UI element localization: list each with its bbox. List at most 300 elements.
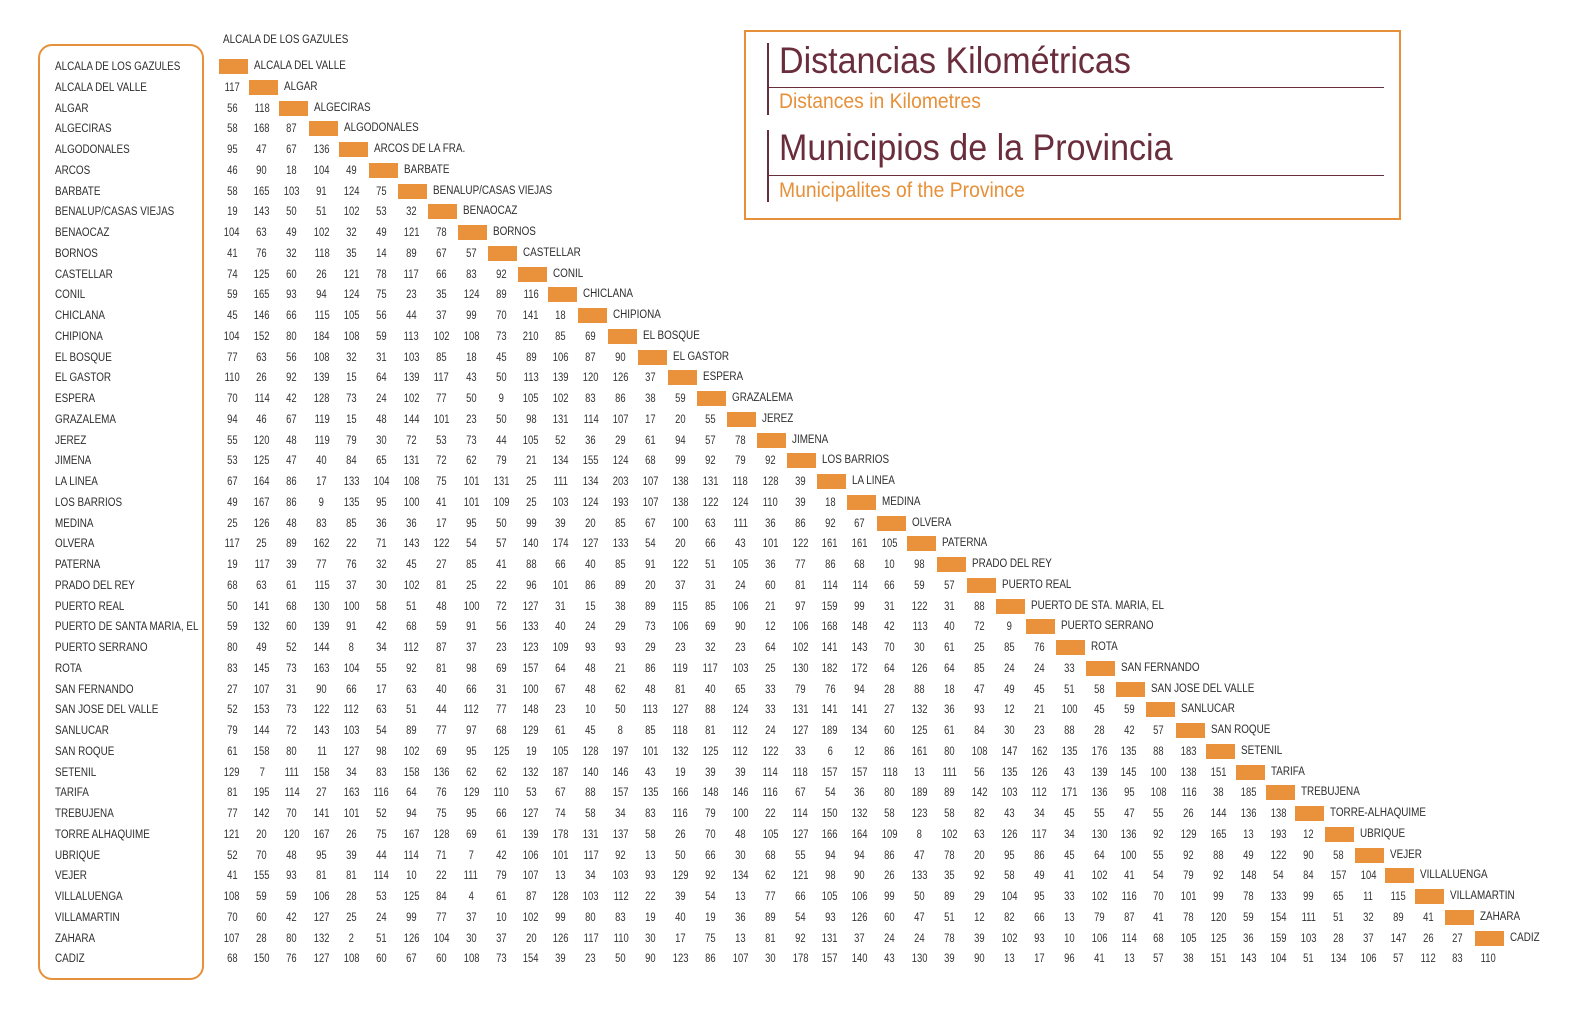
- distance-cell: 81: [346, 870, 357, 883]
- distance-cell: 100: [1121, 849, 1137, 862]
- distance-cell: 111: [553, 476, 569, 488]
- distance-cell: 118: [882, 766, 898, 779]
- distance-cell: 102: [792, 642, 808, 654]
- distance-cell: 89: [525, 351, 537, 364]
- distance-cell: 63: [256, 579, 268, 592]
- town-label: ROTA: [55, 662, 82, 675]
- distance-cell: 39: [944, 953, 955, 966]
- distance-cell: 48: [735, 828, 746, 841]
- distance-cell: 45: [406, 559, 417, 571]
- distance-cell: 85: [705, 600, 716, 613]
- distance-cell: 74: [555, 808, 567, 820]
- distance-cell: 23: [555, 704, 567, 717]
- distance-cell: 133: [523, 621, 539, 634]
- distance-cell: 89: [764, 911, 776, 924]
- distance-cell: 124: [612, 455, 629, 468]
- distance-cell: 118: [732, 476, 748, 488]
- diagonal-marker: [608, 329, 637, 344]
- distance-cell: 85: [436, 351, 447, 364]
- distance-cell: 68: [764, 849, 776, 862]
- distance-cell: 59: [1243, 911, 1254, 924]
- distance-cell: 85: [1004, 642, 1015, 654]
- diagonal-label: CONIL: [553, 267, 584, 280]
- distance-cell: 21: [1034, 704, 1045, 717]
- distance-cell: 103: [553, 496, 569, 509]
- distance-cell: 154: [523, 953, 539, 966]
- distance-cell: 115: [314, 579, 330, 592]
- distance-cell: 124: [732, 496, 749, 509]
- distance-cell: 135: [1061, 745, 1078, 758]
- distance-cell: 75: [376, 185, 387, 198]
- diagonal-label: CHICLANA: [582, 288, 633, 301]
- distance-cell: 77: [436, 725, 447, 737]
- distance-cell: 17: [436, 517, 447, 530]
- distance-cell: 124: [732, 704, 749, 717]
- distance-cell: 127: [582, 538, 599, 551]
- distance-cell: 165: [254, 289, 270, 302]
- distance-cell: 139: [523, 828, 539, 841]
- distance-cell: 37: [346, 579, 357, 592]
- distance-cell: 23: [406, 289, 417, 302]
- diagonal-label: VEJER: [1390, 848, 1423, 861]
- distance-cell: 83: [1452, 953, 1464, 966]
- diagonal-label: VILLAMARTIN: [1450, 890, 1515, 902]
- distance-cell: 120: [1210, 911, 1227, 924]
- distance-cell: 57: [495, 538, 507, 551]
- distance-cell: 13: [1123, 953, 1135, 966]
- distance-cell: 106: [792, 621, 808, 634]
- distance-cell: 144: [313, 642, 330, 654]
- distance-cell: 77: [436, 911, 447, 924]
- distance-cell: 26: [256, 372, 268, 385]
- distance-cell: 42: [884, 621, 896, 634]
- diagonal-marker: [1236, 765, 1265, 780]
- distance-cell: 127: [313, 953, 330, 966]
- distance-cell: 108: [343, 953, 360, 966]
- distance-cell: 65: [735, 683, 746, 696]
- distance-cell: 24: [914, 932, 925, 945]
- distance-cell: 106: [672, 621, 689, 634]
- distance-cell: 127: [523, 808, 539, 820]
- distance-cell: 32: [346, 351, 357, 364]
- distance-cell: 56: [226, 102, 238, 115]
- distance-cell: 167: [313, 828, 330, 841]
- distance-cell: 88: [1153, 745, 1165, 758]
- distance-cell: 60: [764, 579, 776, 592]
- distance-cell: 45: [1063, 849, 1075, 862]
- distance-cell: 93: [286, 289, 298, 302]
- distance-cell: 92: [1183, 849, 1195, 862]
- distance-cell: 92: [974, 870, 985, 883]
- distance-cell: 69: [495, 662, 507, 675]
- diagonal-label: SANLUCAR: [1180, 703, 1235, 716]
- distance-cell: 41: [1153, 911, 1165, 924]
- distance-cell: 95: [465, 808, 477, 820]
- distance-cell: 140: [582, 766, 599, 779]
- distance-cell: 80: [286, 330, 298, 343]
- diagonal-label: PUERTO SERRANO: [1061, 620, 1154, 633]
- distance-cell: 86: [884, 849, 896, 862]
- distance-cell: 131: [553, 413, 569, 426]
- distance-cell: 94: [824, 849, 836, 862]
- distance-cell: 210: [523, 330, 539, 343]
- distance-cell: 92: [764, 455, 776, 468]
- distance-cell: 92: [286, 372, 298, 385]
- distance-cell: 110: [493, 787, 509, 800]
- distance-cell: 131: [702, 476, 719, 488]
- distance-cell: 95: [1034, 891, 1045, 903]
- distance-cell: 116: [672, 808, 689, 820]
- distance-cell: 93: [824, 911, 836, 924]
- distance-cell: 101: [463, 496, 480, 509]
- distance-cell: 83: [615, 911, 626, 924]
- diagonal-marker: [996, 599, 1025, 614]
- distance-cell: 127: [523, 600, 539, 613]
- distance-cell: 89: [1392, 911, 1404, 924]
- distance-cell: 91: [465, 621, 477, 634]
- distance-cell: 172: [852, 662, 868, 675]
- distance-cell: 15: [346, 413, 357, 426]
- distance-cell: 80: [286, 745, 298, 758]
- distance-cell: 41: [226, 870, 238, 883]
- distance-cell: 42: [286, 911, 298, 924]
- town-label: ALCALA DE LOS GAZULES: [55, 61, 181, 73]
- distance-cell: 90: [1303, 849, 1314, 862]
- diagonal-label: BORNOS: [493, 226, 537, 238]
- distance-cell: 94: [226, 413, 238, 426]
- distance-cell: 31: [495, 683, 507, 696]
- diagonal-label: OLVERA: [911, 516, 952, 529]
- distance-cell: 36: [854, 787, 866, 800]
- distance-cell: 99: [465, 310, 477, 322]
- distance-cell: 101: [642, 745, 659, 758]
- distance-cell: 132: [672, 745, 689, 758]
- distance-cell: 193: [612, 496, 629, 509]
- distance-cell: 141: [852, 704, 868, 717]
- distance-cell: 127: [672, 704, 689, 717]
- distance-cell: 101: [762, 538, 779, 551]
- distance-cell: 105: [343, 310, 360, 322]
- distance-cell: 113: [912, 621, 928, 634]
- diagonal-marker: [548, 287, 577, 302]
- diagonal-marker: [1086, 661, 1115, 676]
- distance-cell: 67: [645, 517, 656, 530]
- distance-cell: 40: [944, 621, 955, 634]
- distance-cell: 13: [735, 891, 746, 903]
- distance-cell: 116: [1121, 891, 1137, 903]
- distance-cell: 105: [881, 538, 898, 551]
- distance-cell: 33: [1063, 891, 1075, 903]
- distance-cell: 142: [971, 787, 988, 800]
- diagonal-marker: [668, 370, 697, 385]
- distance-cell: 89: [944, 787, 955, 800]
- distance-cell: 67: [436, 247, 447, 260]
- distance-cell: 141: [313, 808, 330, 820]
- distance-cell: 65: [1333, 891, 1344, 903]
- distance-cell: 43: [645, 766, 656, 779]
- distance-cell: 25: [525, 496, 537, 509]
- distance-cell: 95: [1004, 849, 1015, 862]
- diagonal-label: BENALUP/CASAS VIEJAS: [433, 184, 553, 197]
- distance-cell: 27: [226, 683, 238, 696]
- town-label: ARCOS: [55, 164, 91, 177]
- distance-cell: 46: [226, 164, 238, 177]
- distance-cell: 106: [523, 849, 539, 862]
- distance-cell: 145: [254, 662, 270, 675]
- distance-cell: 38: [615, 600, 626, 613]
- distance-cell: 57: [1153, 725, 1165, 737]
- distance-cell: 94: [854, 683, 866, 696]
- distance-cell: 87: [525, 891, 537, 903]
- distance-cell: 62: [495, 766, 507, 779]
- distance-cell: 185: [1240, 787, 1257, 800]
- distance-cell: 103: [1300, 932, 1317, 945]
- distance-cell: 67: [854, 517, 866, 530]
- distance-cell: 148: [702, 787, 719, 800]
- distance-cell: 36: [735, 911, 746, 924]
- distance-cell: 30: [914, 642, 925, 654]
- town-label: SAN JOSE DEL VALLE: [55, 704, 159, 717]
- distance-cell: 63: [256, 227, 268, 239]
- distance-cell: 103: [403, 351, 420, 364]
- distance-cell: 80: [585, 911, 597, 924]
- distance-cell: 66: [705, 849, 716, 862]
- town-label: LA LINEA: [55, 476, 98, 488]
- distance-cell: 32: [346, 227, 357, 239]
- distance-cell: 139: [313, 372, 330, 385]
- distance-cell: 117: [702, 662, 718, 675]
- distance-cell: 99: [884, 891, 896, 903]
- distance-cell: 31: [705, 579, 716, 592]
- distance-cell: 61: [286, 579, 298, 592]
- distance-cell: 155: [254, 870, 270, 883]
- distance-cell: 109: [881, 828, 898, 841]
- distance-cell: 40: [436, 683, 447, 696]
- distance-cell: 101: [1180, 891, 1197, 903]
- distance-cell: 30: [376, 434, 387, 447]
- distance-cell: 113: [523, 372, 539, 385]
- distance-cell: 118: [254, 102, 270, 115]
- town-label: GRAZALEMA: [55, 413, 117, 426]
- distance-cell: 30: [465, 932, 477, 945]
- distance-cell: 76: [824, 683, 836, 696]
- town-label: ZAHARA: [55, 932, 96, 945]
- distance-cell: 51: [1303, 953, 1314, 966]
- distance-cell: 89: [406, 725, 417, 737]
- distance-cell: 94: [675, 434, 686, 447]
- distance-cell: 144: [254, 725, 270, 737]
- distance-cell: 126: [403, 932, 420, 945]
- distance-cell: 95: [465, 517, 477, 530]
- distance-cell: 67: [406, 953, 417, 966]
- distance-cell: 120: [582, 372, 599, 385]
- distance-cell: 167: [254, 496, 270, 509]
- distance-cell: 89: [495, 289, 507, 302]
- distance-cell: 87: [1123, 911, 1135, 924]
- distance-cell: 23: [465, 413, 477, 426]
- distance-cell: 36: [764, 517, 776, 530]
- distance-cell: 94: [854, 849, 866, 862]
- distance-cell: 147: [1390, 932, 1406, 945]
- distance-cell: 41: [1063, 870, 1075, 883]
- distance-cell: 22: [495, 579, 507, 592]
- distance-cell: 45: [1034, 683, 1045, 696]
- distance-cell: 33: [764, 704, 776, 717]
- diagonal-marker: [1475, 931, 1504, 946]
- distance-cell: 51: [1333, 911, 1344, 924]
- distance-cell: 129: [463, 787, 480, 800]
- distance-cell: 56: [376, 310, 387, 322]
- distance-cell: 58: [1093, 683, 1105, 696]
- distance-cell: 130: [792, 662, 808, 675]
- diagonal-marker: [1206, 744, 1235, 759]
- distance-cell: 108: [403, 476, 420, 488]
- distance-cell: 84: [974, 725, 985, 737]
- distance-cell: 90: [316, 683, 327, 696]
- distance-cell: 88: [1213, 849, 1224, 862]
- distance-cell: 102: [553, 393, 569, 405]
- distance-cell: 77: [764, 891, 776, 903]
- distance-cell: 41: [1123, 870, 1135, 883]
- distance-cell: 45: [226, 310, 238, 322]
- distance-cell: 99: [1213, 891, 1224, 903]
- distance-cell: 18: [465, 351, 477, 364]
- distance-cell: 62: [764, 870, 776, 883]
- diagonal-marker: [1445, 910, 1474, 925]
- distance-cell: 55: [1153, 849, 1165, 862]
- distance-cell: 141: [822, 704, 838, 717]
- distance-cell: 107: [642, 476, 659, 488]
- distance-cell: 113: [403, 330, 419, 343]
- distance-cell: 26: [884, 870, 896, 883]
- diagonal-label: VILLALUENGA: [1420, 869, 1488, 882]
- distance-cell: 7: [468, 849, 474, 862]
- distance-cell: 139: [403, 372, 420, 385]
- diagonal-marker: [1146, 702, 1175, 717]
- distance-cell: 11: [316, 745, 327, 758]
- distance-cell: 77: [436, 393, 447, 405]
- distance-cell: 116: [1181, 787, 1197, 800]
- distance-cell: 87: [286, 123, 298, 136]
- diagonal-marker: [369, 163, 398, 178]
- distance-cell: 123: [523, 642, 539, 654]
- distance-cell: 37: [854, 932, 866, 945]
- distance-cell: 20: [525, 932, 537, 945]
- distance-cell: 100: [1061, 704, 1078, 717]
- distance-cell: 51: [376, 932, 387, 945]
- distance-cell: 168: [254, 123, 270, 136]
- distance-cell: 66: [884, 579, 896, 592]
- distance-cell: 26: [1183, 808, 1195, 820]
- distance-cell: 139: [1091, 766, 1107, 779]
- distance-cell: 139: [313, 621, 330, 634]
- distance-cell: 89: [286, 538, 298, 551]
- distance-cell: 146: [254, 310, 270, 322]
- distance-cell: 47: [914, 849, 925, 862]
- distance-cell: 143: [313, 725, 330, 737]
- town-label: ALGODONALES: [55, 144, 130, 156]
- diagonal-label: EL BOSQUE: [642, 329, 700, 342]
- distance-cell: 82: [974, 808, 985, 820]
- distance-cell: 29: [645, 642, 656, 654]
- distance-cell: 18: [286, 164, 298, 177]
- distance-cell: 114: [852, 579, 868, 592]
- diagonal-marker: [488, 246, 517, 261]
- distance-cell: 164: [852, 828, 868, 841]
- distance-cell: 68: [286, 600, 298, 613]
- distance-cell: 81: [436, 579, 447, 592]
- distance-cell: 53: [436, 434, 447, 447]
- distance-cell: 103: [1001, 787, 1018, 800]
- distance-cell: 62: [615, 683, 626, 696]
- distance-cell: 161: [852, 538, 868, 551]
- distance-cell: 39: [794, 476, 806, 488]
- distance-cell: 15: [585, 600, 597, 613]
- distance-cell: 52: [226, 849, 238, 862]
- distance-cell: 68: [406, 621, 417, 634]
- distance-cell: 9: [498, 393, 504, 405]
- distance-cell: 155: [582, 455, 599, 468]
- distance-cell: 77: [794, 559, 806, 571]
- distance-cell: 52: [226, 704, 238, 717]
- distance-cell: 13: [735, 932, 746, 945]
- distance-cell: 36: [764, 559, 776, 571]
- distance-cell: 23: [585, 953, 597, 966]
- distance-cell: 105: [523, 393, 539, 405]
- title-bar-2: [767, 130, 769, 202]
- distance-cell: 105: [732, 559, 749, 571]
- distance-cell: 78: [376, 268, 387, 281]
- distance-cell: 112: [732, 745, 748, 758]
- distance-cell: 37: [465, 911, 477, 924]
- distance-cell: 129: [1180, 828, 1197, 841]
- distance-cell: 122: [313, 704, 330, 717]
- distance-cell: 127: [313, 911, 330, 924]
- distance-cell: 151: [1210, 953, 1227, 966]
- distance-cell: 31: [376, 351, 387, 364]
- distance-cell: 96: [1063, 953, 1075, 966]
- town-label: TORRE ALHAQUIME: [55, 828, 150, 841]
- distance-cell: 83: [645, 808, 656, 820]
- distance-cell: 90: [735, 621, 746, 634]
- distance-cell: 159: [1270, 932, 1287, 945]
- distance-cell: 73: [495, 330, 507, 343]
- distance-cell: 75: [436, 808, 447, 820]
- distance-cell: 131: [582, 828, 599, 841]
- town-label: TARIFA: [55, 787, 89, 800]
- town-label: CHIPIONA: [55, 330, 103, 343]
- distance-cell: 47: [286, 455, 298, 468]
- distance-cell: 89: [645, 600, 656, 613]
- distance-cell: 48: [286, 434, 298, 447]
- diagonal-label: BENAOCAZ: [463, 205, 518, 218]
- distance-cell: 85: [555, 330, 567, 343]
- distance-cell: 40: [705, 683, 716, 696]
- distance-cell: 60: [436, 953, 447, 966]
- distance-cell: 114: [1121, 932, 1137, 945]
- distance-cell: 193: [1270, 828, 1287, 841]
- distance-cell: 86: [645, 662, 656, 675]
- distance-cell: 163: [313, 662, 330, 675]
- distance-cell: 122: [911, 600, 928, 613]
- distance-cell: 60: [286, 268, 298, 281]
- distance-cell: 27: [436, 559, 447, 571]
- distance-cell: 44: [406, 310, 417, 322]
- distance-cell: 88: [585, 787, 597, 800]
- distance-cell: 114: [822, 579, 838, 592]
- distance-cell: 97: [465, 725, 477, 737]
- distance-cell: 55: [376, 662, 387, 675]
